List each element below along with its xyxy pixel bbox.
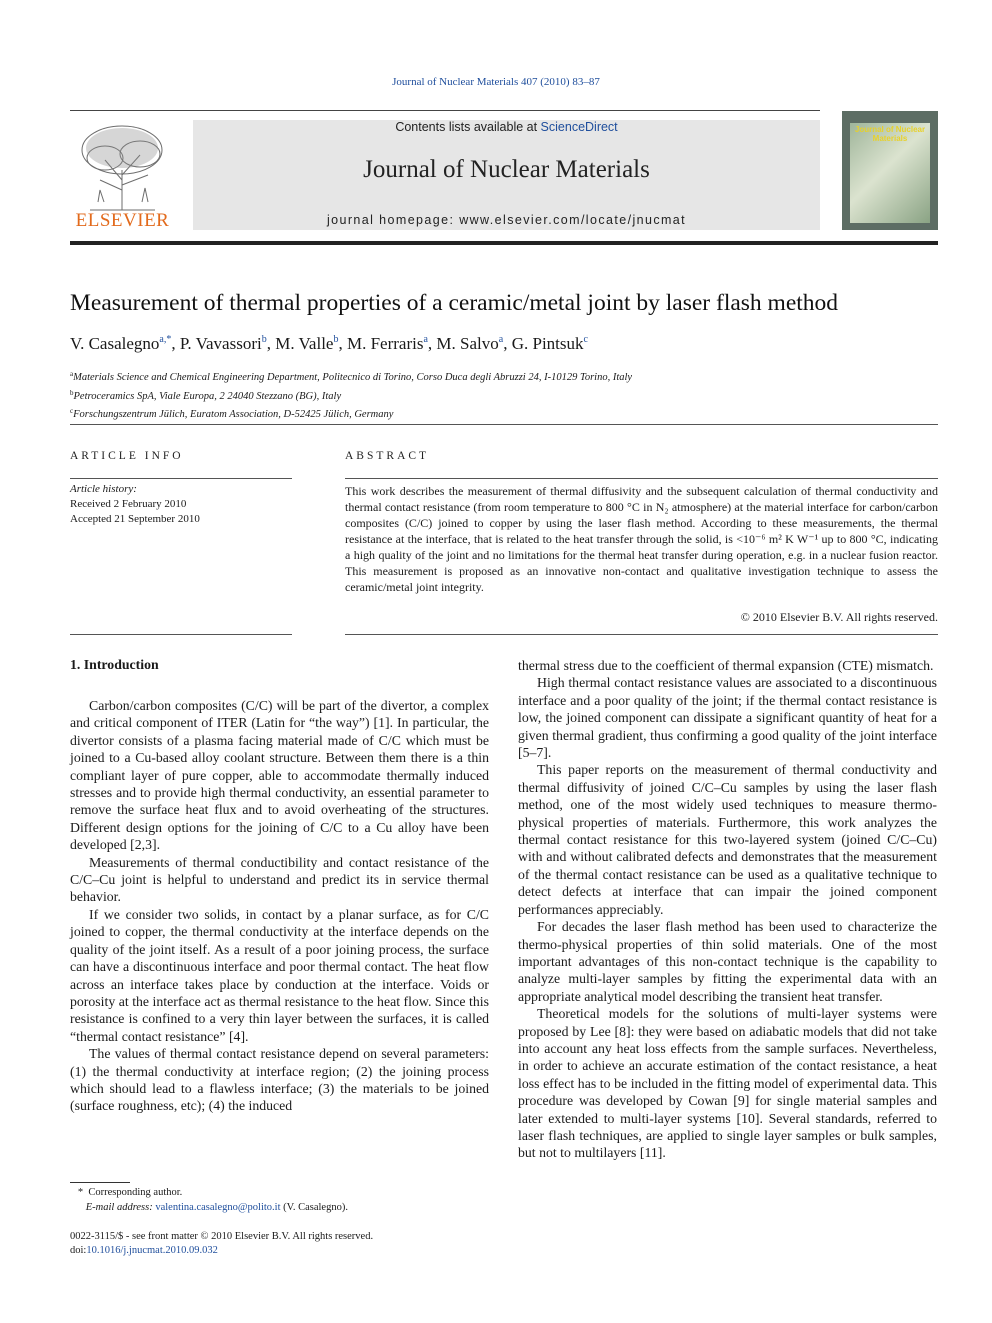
paragraph: Measurements of thermal conductibility and contact resistance of the C/C–Cu joint is helpful to understand and predict its in service thermal behavior. [70,854,489,905]
affiliation-a: $^a$Materials Science and Chemical Engineering Department, Politecnico di Torino, Corso Duca degli Abruzzi 24, I-10129 Torino, Italy [70,370,633,383]
copyright: © 2010 Elsevier B.V. All rights reserved. [740,610,938,624]
author-list: V. Casalegno$^{a,*}$, P. Vavassori$^b$, M. Valle$^b$, M. Ferraris$^a$, M. Salvo$^a$, G. Pintsuk$^c$ [70,334,588,353]
author-name[interactable]: M. Ferraris [346,334,424,353]
elsevier-tree-icon [70,120,175,212]
author-name[interactable]: P. Vavassori [179,334,262,353]
header-rule [70,241,938,245]
paragraph: Theoretical models for the solutions of multi-layer systems were proposed by Lee [8]: they were based on adiabatic models that did not take into account any heat loss effects from the sample surfaces. Nevertheless, in order to achieve an accurate estimation of the contact resistance, a heat loss effect has to be included in the fitting model of experimental data. This procedure was developed by Cowan [9] for single material samples and later extended to multi-layer systems [10]. Several standards, referred to laser flash techniques, are applied to single layer samples or bulk samples, but not to multilayers [11]. [518,1006,937,1161]
sciencedirect-link[interactable]: ScienceDirect [540,120,618,134]
author-name[interactable]: M. Valle [275,334,334,353]
abstract-text: This work describes the measurement of thermal diffusivity and the subsequent calculation of thermal conductivity and thermal contact resistance (from room temperature to 800 °C in N₂ atmosphere) at the material interface for carbon/carbon composites (C/C) joined to copper by using the laser flash method. According to these measurements, the thermal resistance at the interface, that is related to the heat transfer through the solid, is <10⁻⁶ m² K W⁻¹ up to 800 °C, indicating a high quality of the joint and no limitations for the thermal heat transfer during operation, e.g. in a nuclear fusion reactor. This measurement is proposed as an innovative non-contact and qualitative investigation technique to assess the ceramic/metal joint integrity. [345,484,938,594]
paragraph: The values of thermal contact resistance depend on several parameters: (1) the thermal conductivity at interface region; (2) the joining process which should lead to a flawless interface; (3) the materials to be joined (surface roughness, etc); (4) the induced [70,1046,489,1114]
cover-title: Journal of Nuclear Materials [854,125,926,143]
email-link[interactable]: valentina.casalegno@polito.it [155,1202,281,1213]
author-affil-sup[interactable]: c [583,334,588,345]
contents-line [193,120,820,134]
journal-cover-thumbnail[interactable] [842,111,938,230]
affiliation-b: $^b$Petroceramics SpA, Viale Europa, 2 24040 Stezzano (BG), Italy [70,388,342,402]
divider [345,634,938,635]
accepted-date: Accepted 21 September 2010 [70,513,200,525]
article-info-heading: ARTICLE INFO [70,450,184,462]
footnote-rule [70,1182,130,1183]
contents-prefix: Contents lists available at [395,120,541,134]
section-title-introduction: 1. Introduction [70,657,159,672]
author-name[interactable]: G. Pintsuk [511,334,584,353]
author-affil-sup[interactable]: b [261,334,267,345]
divider [70,424,938,425]
email-note: E-mail address: valentina.casalegno@polito.it (V. Casalegno). [85,1202,348,1213]
author-affil-sup[interactable]: b [333,334,339,345]
doi-link[interactable]: 10.1016/j.jnucmat.2010.09.032 [86,1245,218,1256]
corresponding-author-note: * Corresponding author. [77,1187,183,1198]
journal-title: Journal of Nuclear Materials [363,156,650,183]
paragraph: This paper reports on the measurement of thermal conductivity and thermal diffusivity of joined C/C–Cu samples by using the laser flash method, one of the most widely used techniques to measure thermo-physical properties of materials. Furthermore, this work analyzes the thermal contact resistance for this two-layered system (joined C/C–Cu) with and without calibrated defects and demonstrates that the measurement of the thermal contact resistance can be used as a qualitative technique to detect defects at interface that can impair the joined component performances appreciably. [518,762,937,917]
front-matter [70,1230,489,1258]
divider [70,634,292,635]
history-label: Article history: [70,483,137,495]
received-date: Received 2 February 2010 [70,498,187,510]
body-column-left [70,697,489,1115]
paragraph: For decades the laser flash method has been used to characterize the thermo-physical properties of thin solid materials. One of the most important advantages of this non-contact technique is the capability to analyze multi-layer samples by fitting the experimental data with an appropriate analytical model describing the transient heat transfer. [518,919,937,1004]
abstract-heading: ABSTRACT [345,450,430,462]
journal-reference[interactable]: Journal of Nuclear Materials 407 (2010) 83–87 [392,76,600,88]
top-divider [70,110,820,111]
author-affil-sup[interactable]: a [498,334,504,345]
author-name[interactable]: V. Casalegno [70,334,160,353]
paragraph: thermal stress due to the coefficient of thermal expansion (CTE) mismatch. [518,658,934,673]
journal-homepage[interactable]: journal homepage: www.elsevier.com/locate/jnucmat [326,213,687,227]
divider [70,478,292,479]
publisher-wordmark: ELSEVIER [75,210,170,231]
author-name[interactable]: M. Salvo [436,334,499,353]
issn-line: 0022-3115/$ - see front matter © 2010 Elsevier B.V. All rights reserved. [70,1231,374,1242]
body-column-right [518,657,937,1162]
affiliation-c: $^c$Forschungszentrum Jülich, Euratom Association, D-52425 Jülich, Germany [70,407,394,420]
paragraph: If we consider two solids, in contact by a planar surface, as for C/C joined to copper, the thermal conductivity at the interface depends on the quality of the joint itself. As a result of a poor joining process, the surface can have a discontinuous interface and poor thermal contact. The heat flow across an interface takes place by conduction at the interface. Voids or porosity at the interface act as thermal resistance to the heat flow. Since this resistance is confined to a very thin layer between the surfaces, it is called “thermal contact resistance” [4]. [70,906,489,1044]
article-title: Measurement of thermal properties of a ceramic/metal joint by laser flash method [70,290,839,316]
paragraph: High thermal contact resistance values are associated to a discontinuous interface and a poor quality of the joint; if the thermal contact resistance is low, the joined component can dissipate a significant quantity of heat for a given thermal gradient, thus confirming a good quality of the joint interface [5–7]. [518,675,937,761]
doi-line: doi:10.1016/j.jnucmat.2010.09.032 [70,1245,218,1256]
author-affil-sup[interactable]: a,* [159,334,172,345]
footnote [70,1185,489,1215]
affiliations [70,367,950,423]
author-affil-sup[interactable]: a [423,334,428,345]
article-history [70,482,292,527]
paragraph: Carbon/carbon composites (C/C) will be part of the divertor, a complex and critical component of ITER (Latin for “the way”) [1]. In particular, the divertor consists of a plasma facing material made of C/C which must be joined to a Cu-based alloy coolant structure. Between them there is a thin compliant layer of pure copper, able to accommodate thermally induced stresses and to provide high thermal conductivity, an essential parameter to remove the surface heat flux and to avoid overheating of the structures. Different design options for the joining of C/C to a Cu alloy have been developed [2,3]. [70,698,489,853]
divider [345,478,938,479]
elsevier-logo[interactable] [70,120,175,232]
